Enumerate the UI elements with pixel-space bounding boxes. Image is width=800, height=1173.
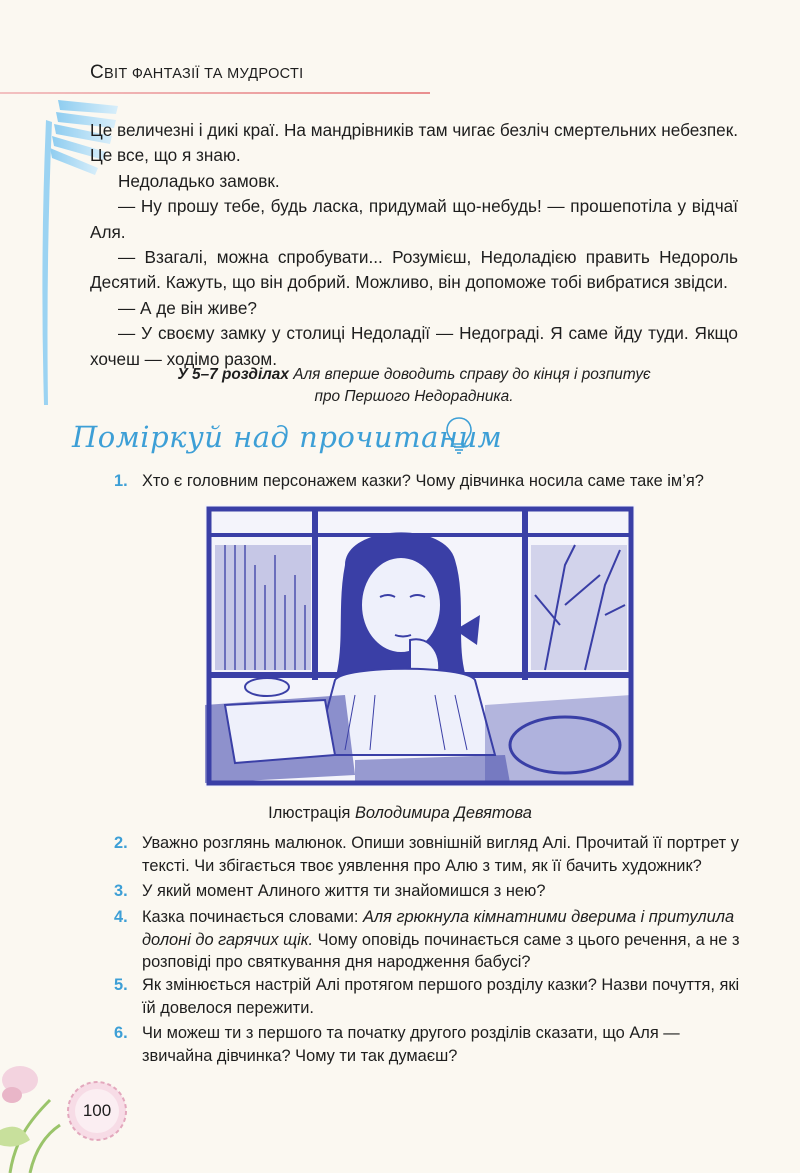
question-4	[114, 906, 744, 974]
question-6	[114, 1022, 744, 1067]
lightbulb-icon	[446, 416, 472, 456]
caption-plain: Ілюстрація	[268, 804, 355, 822]
paragraph: Недоладько замовк.	[118, 170, 280, 191]
question-text: У який момент Алиного життя ти знайомишся з нею?	[142, 882, 546, 900]
paragraph: — А де він живе?	[118, 297, 257, 318]
chapter-summary	[90, 364, 738, 408]
question-number: 2.	[114, 834, 128, 852]
caption-author: Володимира Девятова	[354, 804, 532, 822]
paragraph: — У своєму замку у столиці Недоладії — Недограді. Я саме йду туди. Якщо хочеш — ходімо разом.	[90, 323, 738, 369]
illustration-girl-at-window	[205, 505, 635, 787]
paragraph: — Ну прошу тебе, будь ласка, придумай що-небудь! — прошепотіла у відчаї Аля.	[90, 196, 738, 242]
summary-text: Аля вперше доводить справу до кінця і розпитує	[288, 366, 651, 383]
question-quote: Аля грюкнула кімнатними дверима і притулила долоні до гарячих щік.	[142, 908, 735, 949]
question-5	[114, 974, 744, 1019]
header-rule	[0, 92, 430, 94]
question-number: 1.	[114, 472, 128, 490]
question-number: 3.	[114, 882, 128, 900]
page-number-badge	[66, 1080, 128, 1142]
summary-line2: про Першого Недорадника.	[314, 388, 514, 405]
question-number: 4.	[114, 908, 128, 926]
question-text	[142, 906, 744, 974]
question-text: Уважно розглянь малюнок. Опиши зовнішній вигляд Алі. Прочитай її портрет у тексті. Чи збігається твоє уявлення про Алю з тим, як її бачить художник?	[142, 834, 739, 875]
story-text	[90, 118, 738, 372]
section-title: Поміркуй над прочитаним	[72, 420, 503, 454]
paragraph: Це величезні і дикі краї. На мандрівників там чигає безліч смертельних небезпек. Це все, що я знаю.	[90, 120, 738, 166]
question-text: Хто є головним персонажем казки? Чому дівчинка носила саме таке ім’я?	[142, 472, 704, 490]
header-rest: ВІТ ФАНТАЗІЇ ТА МУДРОСТІ	[104, 66, 304, 82]
illustration-caption	[0, 804, 800, 823]
question-3	[114, 880, 744, 903]
question-2	[114, 832, 744, 877]
question-number: 5.	[114, 976, 128, 994]
question-number: 6.	[114, 1024, 128, 1042]
page-number: 100	[82, 1101, 112, 1120]
question-text: Як змінюється настрій Алі протягом першого розділу казки? Назви почуття, які їй довелося пережити.	[142, 976, 740, 1017]
summary-bold: У 5–7 розділах	[177, 366, 289, 383]
question-text-before: Казка починається словами:	[142, 908, 363, 926]
header-first-letter: С	[90, 62, 105, 83]
question-1	[114, 470, 744, 493]
paragraph: — Взагалі, можна спробувати... Розумієш, Недоладією править Недороль Десятий. Кажуть, що він добрий. Можливо, він допоможе тобі вибратися звідси.	[90, 247, 738, 293]
question-text: Чи можеш ти з першого та початку другого розділів сказати, що Аля — звичайна дівчинка? Чому ти так думаєш?	[142, 1024, 680, 1065]
question-text-after: Чому оповідь починається саме з цього речення, а не з розповіді про святкування дня народження бабусі?	[142, 930, 740, 972]
running-header	[90, 62, 303, 84]
